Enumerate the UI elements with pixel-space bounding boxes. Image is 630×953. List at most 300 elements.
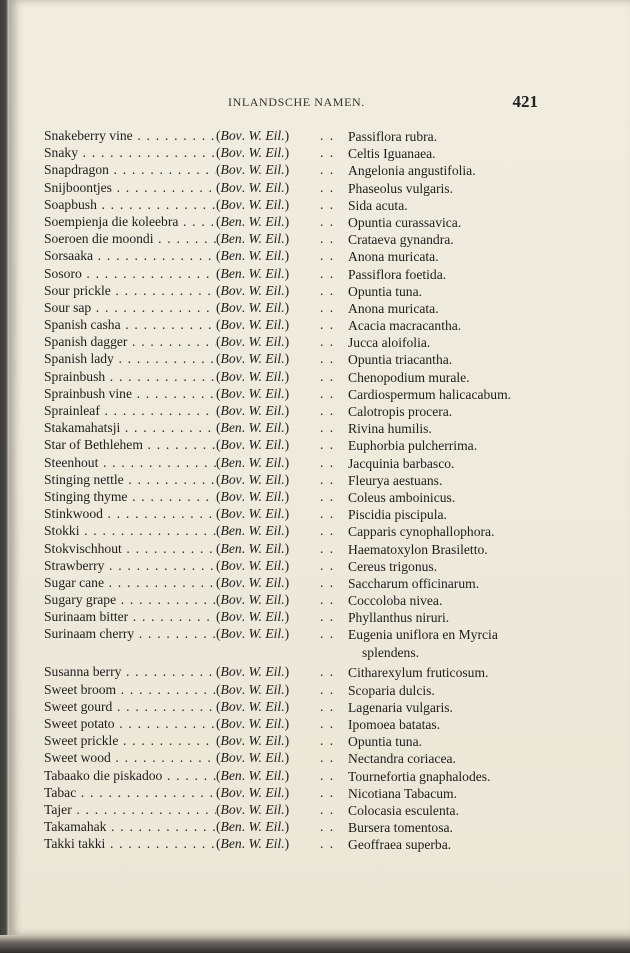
- scientific-name-text: Ipomoea batatas.: [348, 717, 441, 732]
- list-item: [44, 819, 584, 836]
- scientific-name-text: Capparis cynophallophora.: [348, 524, 495, 540]
- leader-dots: . .: [320, 351, 335, 367]
- vernacular-name: Snijboontjes . . .: [44, 180, 216, 196]
- name-index-list: [44, 128, 584, 854]
- list-item: [44, 699, 584, 716]
- vernacular-name: Surinaam cherry . . .: [44, 626, 216, 642]
- scientific-name-text: Scoparia dulcis.: [348, 682, 435, 698]
- source-reference: (Bov. W. Eil.): [216, 437, 290, 453]
- vernacular-name: Stinkwood . . .: [44, 506, 216, 522]
- leader-dots: . .: [320, 784, 335, 800]
- source-author: Bov: [220, 506, 242, 522]
- source-reference: (Bov. W. Eil.): [216, 179, 290, 195]
- vernacular-name: Soeroen die moondi . . .: [44, 231, 216, 247]
- scientific-name: [348, 472, 574, 489]
- source-reference: (Ben. W. Eil.): [216, 420, 290, 436]
- source-reference: (Ben. W. Eil.): [216, 231, 290, 247]
- scientific-name: [348, 785, 574, 802]
- source-region: W. Eil.: [248, 299, 285, 315]
- leader-dots: . .: [320, 750, 335, 766]
- source-author: Ben: [220, 248, 242, 264]
- source-author: Bov: [220, 317, 242, 333]
- source-region: W. Eil.: [248, 403, 285, 418]
- list-item: [44, 558, 584, 575]
- scientific-name-text: Haematoxylon Brasiletto.: [348, 541, 488, 557]
- source-region: W. Eil.: [248, 506, 285, 522]
- vernacular-name: Sweet gourd . . .: [44, 699, 216, 715]
- source-reference: (Bov. W. Eil.): [216, 681, 290, 697]
- source-reference: (Bov. W. Eil.): [216, 403, 290, 418]
- vernacular-name: Snakeberry vine . . .: [44, 128, 216, 144]
- vernacular-name: Snapdragon . . .: [44, 162, 216, 178]
- list-item: [44, 214, 584, 231]
- vernacular-name: Sour sap . . .: [44, 300, 216, 316]
- scientific-name: [348, 750, 574, 767]
- source-region: W. Eil.: [248, 626, 285, 642]
- scientific-name: [348, 558, 574, 575]
- page-header: [9, 93, 630, 113]
- list-item: [44, 489, 584, 506]
- list-item: [44, 785, 584, 802]
- vernacular-name: Soempienja die koleebra . . .: [44, 214, 216, 230]
- source-region: W. Eil.: [248, 179, 285, 195]
- list-item: [44, 197, 584, 214]
- source-region: W. Eil.: [248, 698, 285, 714]
- leader-dots: . .: [320, 368, 335, 384]
- source-region: W. Eil.: [248, 196, 285, 212]
- source-author: Bov: [220, 733, 242, 749]
- source-author: Bov: [220, 403, 242, 418]
- list-item: [44, 128, 584, 145]
- vernacular-name: Sprainbush vine . . .: [44, 386, 216, 402]
- scientific-name-text: Crataeva gynandra.: [348, 232, 454, 248]
- scientific-name-text: Jacquinia barbasco.: [348, 455, 455, 471]
- leader-dots: . .: [320, 523, 335, 539]
- list-item: [44, 162, 584, 179]
- scientific-name: [348, 420, 574, 437]
- running-title: INLANDSCHE NAMEN.: [228, 95, 365, 109]
- source-author: Bov: [220, 162, 242, 178]
- list-item: [44, 523, 584, 540]
- source-author: Ben: [220, 523, 242, 539]
- vernacular-name: Sweet prickle . . .: [44, 733, 216, 749]
- source-region: W. Eil.: [248, 385, 285, 401]
- source-author: Bov: [220, 801, 242, 817]
- scientific-name-text: Nectandra coriacea.: [348, 751, 456, 767]
- source-reference: (Bov. W. Eil.): [216, 385, 290, 401]
- vernacular-name: Sugary grape . . .: [44, 592, 216, 608]
- source-reference: (Bov. W. Eil.): [216, 145, 290, 161]
- source-author: Bov: [220, 626, 242, 642]
- scientific-name-text: Piscidia piscipula.: [348, 507, 447, 523]
- source-author: Bov: [220, 698, 242, 714]
- scientific-name: [348, 523, 574, 540]
- source-reference: (Ben. W. Eil.): [216, 819, 290, 835]
- source-reference: (Bov. W. Eil.): [216, 351, 290, 367]
- source-reference: (Ben. W. Eil.): [216, 454, 290, 470]
- source-author: Bov: [220, 574, 242, 590]
- vernacular-name: Star of Bethlehem . . .: [44, 437, 216, 453]
- leader-dots: . .: [320, 836, 335, 852]
- source-author: Bov: [220, 179, 242, 195]
- scientific-name: [348, 716, 574, 733]
- source-author: Bov: [220, 750, 242, 766]
- leader-dots: . .: [320, 733, 335, 749]
- list-item: [44, 403, 584, 420]
- list-item: [44, 768, 584, 785]
- list-item: [44, 231, 584, 248]
- vernacular-name: Sorsaaka . . .: [44, 248, 216, 264]
- scientific-name: [348, 334, 574, 351]
- source-author: Bov: [220, 145, 242, 161]
- leader-dots: . .: [320, 128, 335, 143]
- list-item: [44, 351, 584, 368]
- scientific-name-text: Phaseolus vulgaris.: [348, 180, 453, 196]
- leader-dots: . .: [320, 488, 335, 504]
- list-item: [44, 802, 584, 819]
- source-reference: (Bov. W. Eil.): [216, 368, 290, 384]
- leader-dots: . .: [320, 317, 335, 333]
- scientific-name-text: Lagenaria vulgaris.: [348, 699, 453, 715]
- source-reference: (Bov. W. Eil.): [216, 334, 290, 350]
- vernacular-name: Stakamahatsji . . .: [44, 420, 216, 436]
- vernacular-name: Tajer . . .: [44, 802, 216, 818]
- source-author: Bov: [220, 196, 242, 212]
- leader-dots: . .: [320, 162, 335, 178]
- scientific-name: [348, 437, 574, 454]
- list-item: [44, 750, 584, 767]
- scientific-name-text: Coccoloba nivea.: [348, 593, 443, 609]
- vernacular-name: Sour prickle . . .: [44, 283, 216, 299]
- vernacular-name: Sosoro . . .: [44, 266, 216, 282]
- scientific-name-text: Citharexylum fruticosum.: [348, 665, 489, 681]
- vernacular-name: Strawberry . . .: [44, 558, 216, 574]
- scientific-name: [348, 699, 574, 716]
- scientific-name: [348, 819, 574, 836]
- leader-dots: . .: [320, 819, 335, 835]
- scientific-name-text: Saccharum officinarum.: [348, 575, 480, 591]
- vernacular-name: Tabac . . .: [44, 785, 216, 801]
- scientific-name-text: Celtis Iguanaea.: [348, 146, 436, 162]
- source-author: Ben: [220, 454, 242, 470]
- source-region: W. Eil.: [248, 819, 285, 835]
- source-region: W. Eil.: [248, 574, 285, 590]
- leader-dots: . .: [320, 557, 335, 573]
- leader-dots: . .: [320, 334, 335, 350]
- list-item: [44, 506, 584, 523]
- list-item: [44, 334, 584, 351]
- list-item: [44, 386, 584, 403]
- scientific-name: [348, 386, 574, 403]
- source-reference: (Bov. W. Eil.): [216, 698, 290, 714]
- scientific-name-text: Chenopodium murale.: [348, 369, 470, 385]
- scientific-name-text: Opuntia triacantha.: [348, 352, 453, 368]
- source-reference: (Ben. W. Eil.): [216, 523, 290, 539]
- list-item: [44, 317, 584, 334]
- list-item: [44, 283, 584, 300]
- leader-dots: . .: [320, 196, 335, 212]
- leader-dots: . .: [320, 265, 335, 281]
- source-reference: (Bov. W. Eil.): [216, 574, 290, 590]
- scientific-name-text: Euphorbia pulcherrima.: [348, 438, 478, 454]
- source-reference: (Bov. W. Eil.): [216, 282, 290, 298]
- leader-dots: . .: [320, 437, 335, 453]
- scientific-name: [348, 351, 574, 368]
- source-reference: (Ben. W. Eil.): [216, 767, 290, 783]
- source-region: W. Eil.: [248, 162, 285, 178]
- scientific-name-text: Nicotiana Tabacum.: [348, 785, 458, 801]
- scientific-name-text: Cardiospermum halicacabum.: [348, 386, 512, 402]
- scientific-name-text: Calotropis procera.: [348, 404, 453, 419]
- scientific-name: [348, 128, 574, 145]
- leader-dots: . .: [320, 385, 335, 401]
- scientific-name-text: Anona muricata.: [348, 300, 439, 316]
- source-author: Bov: [220, 368, 242, 384]
- vernacular-name: Takamahak . . .: [44, 819, 216, 835]
- scientific-name-text: Rivina humilis.: [348, 421, 432, 437]
- source-author: Ben: [220, 231, 242, 247]
- leader-dots: . .: [320, 145, 335, 161]
- scientific-name: [348, 609, 574, 626]
- scientific-name: [348, 836, 574, 853]
- source-reference: (Bov. W. Eil.): [216, 162, 290, 178]
- scientific-name-text: Coleus amboinicus.: [348, 489, 456, 505]
- leader-dots: . .: [320, 681, 335, 697]
- source-author: Bov: [220, 282, 242, 298]
- scientific-name: [348, 489, 574, 506]
- source-author: Ben: [220, 767, 242, 783]
- scientific-name-text: Opuntia tuna.: [348, 734, 422, 750]
- source-region: W. Eil.: [248, 265, 285, 281]
- scientific-name-text: Geoffraea superba.: [348, 837, 452, 853]
- source-reference: (Ben. W. Eil.): [216, 540, 290, 556]
- source-author: Bov: [220, 437, 242, 453]
- list-item: [44, 145, 584, 162]
- vernacular-name: Spanish casha . . .: [44, 317, 216, 333]
- scientific-name-text: Passiflora rubra.: [348, 129, 438, 144]
- source-author: Bov: [220, 471, 242, 487]
- scientific-name: [348, 768, 574, 785]
- source-region: W. Eil.: [248, 836, 285, 852]
- source-reference: (Bov. W. Eil.): [216, 626, 290, 642]
- source-author: Bov: [220, 128, 242, 143]
- scientific-name: [348, 455, 574, 472]
- vernacular-name: Stokvischhout . . .: [44, 541, 216, 557]
- scientific-name: [348, 592, 574, 609]
- source-region: W. Eil.: [248, 592, 285, 608]
- source-author: Bov: [220, 351, 242, 367]
- source-reference: (Bov. W. Eil.): [216, 609, 290, 625]
- source-region: W. Eil.: [248, 351, 285, 367]
- scientific-name: [348, 231, 574, 248]
- vernacular-name: Stinging thyme . . .: [44, 489, 216, 505]
- list-item: [44, 626, 584, 660]
- scientific-name-text: Anona muricata.: [348, 249, 439, 265]
- source-region: W. Eil.: [248, 368, 285, 384]
- source-author: Bov: [220, 784, 242, 800]
- scientific-name: [348, 317, 574, 334]
- source-region: W. Eil.: [248, 248, 285, 264]
- page-number: 421: [512, 92, 538, 111]
- list-item: [44, 437, 584, 454]
- scientific-name: [348, 575, 574, 592]
- scientific-name: [348, 214, 574, 231]
- vernacular-name: Spanish lady . . .: [44, 351, 216, 367]
- leader-dots: . .: [320, 282, 335, 298]
- list-item: [44, 664, 584, 681]
- source-reference: (Bov. W. Eil.): [216, 128, 290, 143]
- scientific-name: [348, 248, 574, 265]
- leader-dots: . .: [320, 420, 335, 436]
- scientific-name: [348, 626, 574, 660]
- source-author: Bov: [220, 681, 242, 697]
- source-region: W. Eil.: [248, 420, 285, 436]
- scientific-name-text: Eugenia uniflora en Myrcia: [348, 627, 498, 643]
- source-author: Bov: [220, 664, 242, 680]
- leader-dots: . .: [320, 574, 335, 590]
- source-reference: (Ben. W. Eil.): [216, 265, 290, 281]
- source-region: W. Eil.: [248, 213, 285, 229]
- vernacular-name: Tabaako die piskadoo . . .: [44, 768, 216, 784]
- leader-dots: . .: [320, 179, 335, 195]
- source-region: W. Eil.: [248, 733, 285, 749]
- leader-dots: . .: [320, 213, 335, 229]
- scientific-name-text: Sida acuta.: [348, 197, 408, 213]
- list-item: [44, 420, 584, 437]
- scientific-name-text: Colocasia esculenta.: [348, 802, 459, 818]
- vernacular-name: Snaky . . .: [44, 145, 216, 161]
- scientific-name-text: Passiflora foetida.: [348, 266, 447, 282]
- source-region: W. Eil.: [248, 716, 285, 731]
- source-author: Ben: [220, 265, 242, 281]
- source-region: W. Eil.: [248, 557, 285, 573]
- leader-dots: . .: [320, 698, 335, 714]
- leader-dots: . .: [320, 299, 335, 315]
- list-item: [44, 716, 584, 733]
- vernacular-name: Sweet broom . . .: [44, 682, 216, 698]
- list-item: [44, 733, 584, 750]
- leader-dots: . .: [320, 231, 335, 247]
- source-reference: (Ben. W. Eil.): [216, 248, 290, 264]
- leader-dots: . .: [320, 664, 335, 680]
- scientific-name-text: Bursera tomentosa.: [348, 820, 453, 836]
- list-item: [44, 609, 584, 626]
- scientific-name-text: Jucca aloifolia.: [348, 335, 431, 351]
- scientific-name: [348, 145, 574, 162]
- scientific-name: [348, 162, 574, 179]
- source-region: W. Eil.: [248, 540, 285, 556]
- leader-dots: . .: [320, 716, 335, 731]
- source-author: Ben: [220, 213, 242, 229]
- scientific-name: [348, 180, 574, 197]
- list-item: [44, 266, 584, 283]
- source-author: Ben: [220, 540, 242, 556]
- list-item: [44, 575, 584, 592]
- scientific-name: [348, 802, 574, 819]
- vernacular-name: Surinaam bitter . . .: [44, 609, 216, 625]
- source-region: W. Eil.: [248, 488, 285, 504]
- vernacular-name: Sprainbush . . .: [44, 369, 216, 385]
- list-item: [44, 592, 584, 609]
- source-region: W. Eil.: [248, 437, 285, 453]
- book-page: [9, 0, 630, 935]
- scientific-name-text: Opuntia tuna.: [348, 283, 422, 299]
- source-author: Ben: [220, 836, 242, 852]
- vernacular-name: Spanish dagger . . .: [44, 334, 216, 350]
- source-reference: (Bov. W. Eil.): [216, 750, 290, 766]
- source-reference: (Bov. W. Eil.): [216, 299, 290, 315]
- scientific-name-text: Phyllanthus niruri.: [348, 610, 450, 626]
- source-region: W. Eil.: [248, 334, 285, 350]
- leader-dots: . .: [320, 454, 335, 470]
- list-item: [44, 369, 584, 386]
- scientific-name: [348, 733, 574, 750]
- vernacular-name: Susanna berry . . .: [44, 664, 216, 680]
- scientific-name: [348, 300, 574, 317]
- scientific-name-text: Angelonia angustifolia.: [348, 163, 476, 179]
- scientific-name: [348, 403, 574, 420]
- vernacular-name: Sweet wood . . .: [44, 750, 216, 766]
- source-region: W. Eil.: [248, 282, 285, 298]
- vernacular-name: Stokki . . .: [44, 523, 216, 539]
- source-region: W. Eil.: [248, 681, 285, 697]
- source-reference: (Bov. W. Eil.): [216, 784, 290, 800]
- scientific-name: [348, 197, 574, 214]
- source-author: Ben: [220, 420, 242, 436]
- scientific-name: [348, 369, 574, 386]
- scientific-name-continuation: splendens.: [362, 644, 420, 660]
- vernacular-name: Sprainleaf . . .: [44, 403, 216, 419]
- source-region: W. Eil.: [248, 750, 285, 766]
- leader-dots: . .: [320, 403, 335, 418]
- leader-dots: . .: [320, 471, 335, 487]
- vernacular-name: Sweet potato . . .: [44, 716, 216, 732]
- source-region: W. Eil.: [248, 801, 285, 817]
- source-reference: (Bov. W. Eil.): [216, 716, 290, 731]
- source-region: W. Eil.: [248, 523, 285, 539]
- source-author: Bov: [220, 592, 242, 608]
- source-author: Bov: [220, 716, 242, 731]
- source-reference: (Bov. W. Eil.): [216, 592, 290, 608]
- source-reference: (Bov. W. Eil.): [216, 196, 290, 212]
- source-region: W. Eil.: [248, 664, 285, 680]
- leader-dots: . .: [320, 626, 335, 642]
- leader-dots: . .: [320, 248, 335, 264]
- list-item: [44, 300, 584, 317]
- source-author: Bov: [220, 334, 242, 350]
- vernacular-name: Takki takki . . .: [44, 836, 216, 852]
- scientific-name: [348, 506, 574, 523]
- scientific-name-text: Fleurya aestuans.: [348, 472, 443, 488]
- source-region: W. Eil.: [248, 145, 285, 161]
- source-author: Ben: [220, 819, 242, 835]
- source-region: W. Eil.: [248, 128, 285, 143]
- scientific-name: [348, 682, 574, 699]
- source-author: Bov: [220, 557, 242, 573]
- source-reference: (Bov. W. Eil.): [216, 801, 290, 817]
- leader-dots: . .: [320, 540, 335, 556]
- list-item: [44, 472, 584, 489]
- leader-dots: . .: [320, 592, 335, 608]
- leader-dots: . .: [320, 609, 335, 625]
- source-reference: (Bov. W. Eil.): [216, 664, 290, 680]
- scientific-name: [348, 664, 574, 681]
- scientific-name: [348, 541, 574, 558]
- list-item: [44, 180, 584, 197]
- list-item: [44, 248, 584, 265]
- leader-dots: . .: [320, 767, 335, 783]
- page-bottom-edge: [0, 935, 630, 953]
